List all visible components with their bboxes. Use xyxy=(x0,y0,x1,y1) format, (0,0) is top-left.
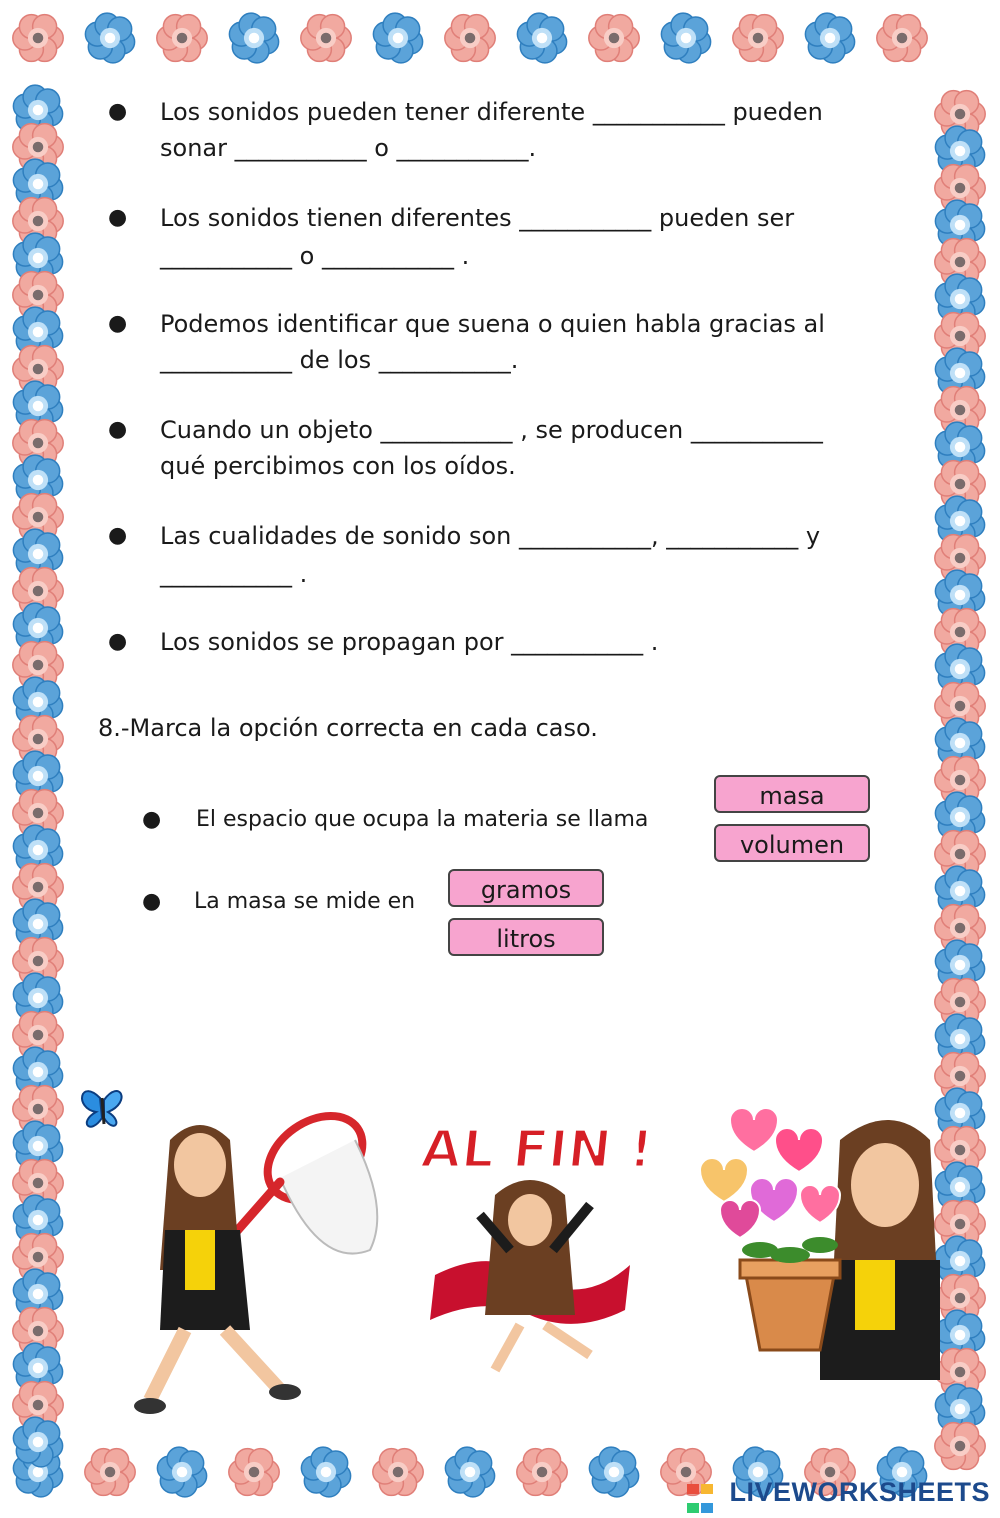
bullet-icon: ● xyxy=(108,417,128,442)
question-1-text: El espacio que ocupa la materia se llama xyxy=(196,807,649,832)
pink-flower-icon xyxy=(589,15,639,62)
bullet-icon: ● xyxy=(108,311,128,336)
sentence-5-line-1: Las cualidades de sonido son ___________, ___________ y xyxy=(160,522,821,550)
brand-name: LIVEWORKSHEETS xyxy=(729,1477,990,1507)
butterfly-icon xyxy=(82,1091,122,1127)
liveworksheets-logo-icon xyxy=(686,1480,714,1504)
option-volumen[interactable]: volumen xyxy=(714,824,870,862)
pink-flower-icon xyxy=(877,15,927,62)
blue-flower-icon xyxy=(85,13,134,63)
sentence-3-line-1: Podemos identificar que suena o quien habla gracias al xyxy=(160,310,825,338)
bullet-icon: ● xyxy=(108,523,128,548)
girl-with-net xyxy=(134,1099,378,1414)
al-fin-sticker xyxy=(418,1120,656,1370)
girl-with-heart-flowers xyxy=(700,1108,940,1380)
option-gramos[interactable]: gramos xyxy=(448,869,604,907)
sentence-1-line-2: sonar ___________ o ___________. xyxy=(160,134,537,162)
blue-flower-icon xyxy=(373,13,422,63)
option-masa[interactable]: masa xyxy=(714,775,870,813)
pink-flower-icon xyxy=(733,15,783,62)
sentence-2-line-1: Los sonidos tienen diferentes ___________ pueden ser xyxy=(160,204,795,232)
sentence-4-line-2: qué percibimos con los oídos. xyxy=(160,452,516,480)
illustration-area xyxy=(0,1060,1000,1480)
blue-flower-icon xyxy=(805,13,854,63)
sentence-3-line-2: ___________ de los ___________. xyxy=(160,346,519,374)
bullet-icon: ● xyxy=(142,807,162,832)
sentence-1-line-1: Los sonidos pueden tener diferente ___________ pueden xyxy=(160,98,823,126)
option-litros[interactable]: litros xyxy=(448,918,604,956)
section-8-heading: 8.-Marca la opción correcta en cada caso. xyxy=(98,714,598,742)
sentence-6-line-1: Los sonidos se propagan por ___________ . xyxy=(160,628,659,656)
bullet-icon: ● xyxy=(108,629,128,654)
bullet-icon: ● xyxy=(142,889,162,914)
sentence-4-line-1: Cuando un objeto ___________ , se producen ___________ xyxy=(160,416,823,444)
blue-flower-icon xyxy=(661,13,710,63)
bullet-icon: ● xyxy=(108,205,128,230)
pink-flower-icon xyxy=(445,15,495,62)
pink-flower-icon xyxy=(157,15,207,62)
sentence-2-line-2: ___________ o ___________ . xyxy=(160,242,470,270)
blue-flower-icon xyxy=(229,13,278,63)
pink-flower-icon xyxy=(13,15,63,62)
question-2-text: La masa se mide en xyxy=(194,889,416,914)
sentence-5-line-2: ___________ . xyxy=(160,560,308,588)
bullet-icon: ● xyxy=(108,99,128,124)
banner-text: AL FIN ! xyxy=(418,1120,657,1180)
pink-flower-icon xyxy=(301,15,351,62)
blue-flower-icon xyxy=(517,13,566,63)
